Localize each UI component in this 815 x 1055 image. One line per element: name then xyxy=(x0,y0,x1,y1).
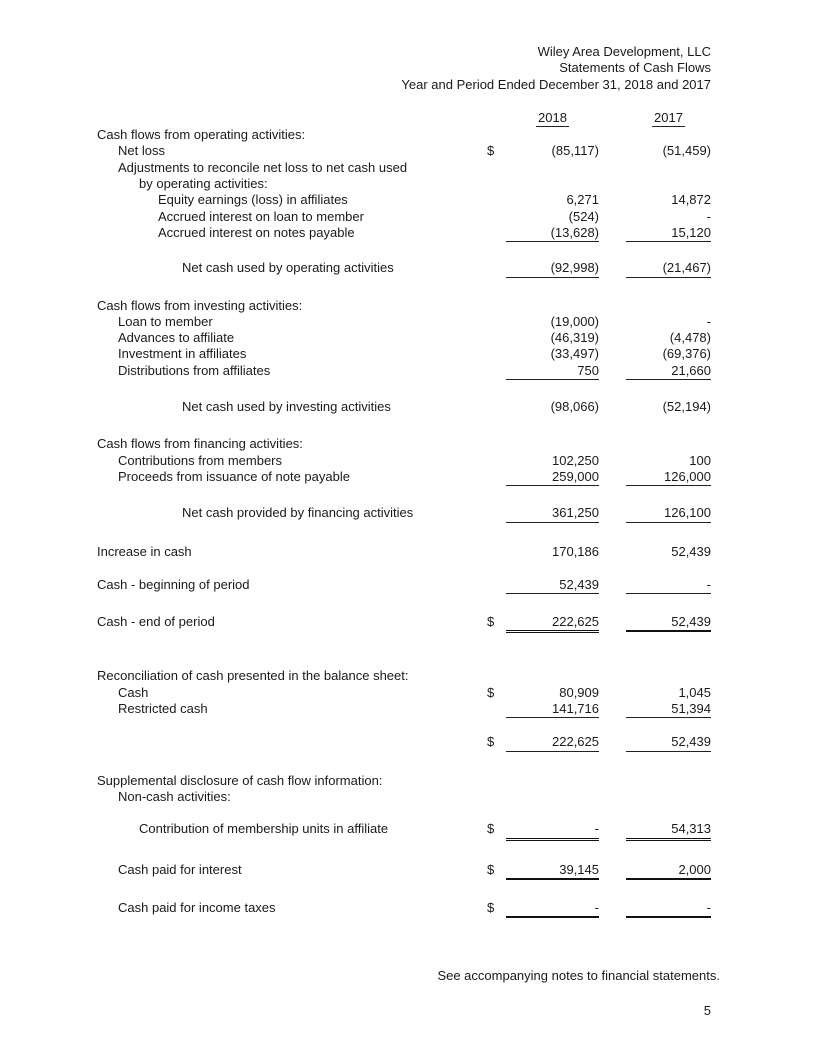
row-label: Cash flows from financing activities: xyxy=(97,436,303,452)
value-2017: 14,872 xyxy=(671,192,711,208)
statement-row xyxy=(97,209,711,225)
value-2017: (51,459) xyxy=(662,143,711,159)
period-line: Year and Period Ended December 31, 2018 and 2017 xyxy=(401,76,711,92)
value-2017: 21,660 xyxy=(626,363,711,380)
statement-row xyxy=(97,436,711,452)
row-label: Cash - end of period xyxy=(97,614,215,630)
statement-row xyxy=(97,453,711,469)
value-2017: 1,045 xyxy=(678,684,711,700)
statement-row xyxy=(97,225,711,242)
value-2017: - xyxy=(706,313,711,329)
statement-row xyxy=(97,505,711,522)
value-2018: - xyxy=(506,821,599,840)
row-label: Equity earnings (loss) in affiliates xyxy=(158,192,348,208)
row-label: Accrued interest on notes payable xyxy=(158,224,355,240)
value-2018: 222,625 xyxy=(506,734,599,751)
currency-symbol: $ xyxy=(487,684,495,700)
value-2017: 2,000 xyxy=(626,862,711,880)
statement-of-cash-flows xyxy=(97,44,711,918)
currency-symbol: $ xyxy=(487,861,495,877)
value-2017: 54,313 xyxy=(626,821,711,840)
value-2018: - xyxy=(506,900,599,918)
statement-row xyxy=(97,399,711,415)
statement-row xyxy=(97,544,711,560)
value-2017: 52,439 xyxy=(671,543,711,559)
statement-row xyxy=(97,330,711,346)
company-name: Wiley Area Development, LLC xyxy=(537,44,711,59)
page-number: 5 xyxy=(703,1003,711,1018)
title-block xyxy=(97,44,711,93)
row-label: Contribution of membership units in affiliate xyxy=(139,821,389,837)
value-2017: 126,000 xyxy=(626,469,711,486)
value-2018: 6,271 xyxy=(566,192,599,208)
currency-symbol: $ xyxy=(487,734,495,750)
value-2017: - xyxy=(626,577,711,594)
statement-row xyxy=(97,346,711,362)
value-2018: (98,066) xyxy=(550,399,599,415)
row-label: Restricted cash xyxy=(118,701,208,717)
statement-row xyxy=(97,701,711,718)
statement-row xyxy=(97,577,711,594)
row-label: Net cash used by operating activities xyxy=(182,260,394,276)
statement-row xyxy=(97,143,711,159)
value-2017: 52,439 xyxy=(626,734,711,751)
row-label: Proceeds from issuance of note payable xyxy=(118,468,350,484)
row-label: Cash paid for income taxes xyxy=(118,899,276,915)
row-label: Net cash provided by financing activities xyxy=(182,505,414,521)
value-2018: (19,000) xyxy=(550,313,599,329)
row-label: Net cash used by investing activities xyxy=(182,399,391,415)
statement-row xyxy=(97,192,711,208)
statement-row xyxy=(97,127,711,143)
value-2018: (46,319) xyxy=(550,330,599,346)
currency-symbol: $ xyxy=(487,899,495,915)
row-label: Cash - beginning of period xyxy=(97,576,250,592)
statement-row xyxy=(97,685,711,701)
value-2018: (13,628) xyxy=(506,225,599,242)
value-2017: 100 xyxy=(689,452,711,468)
value-2017: 51,394 xyxy=(626,701,711,718)
column-header-2017: 2017 xyxy=(652,110,685,127)
statement-row xyxy=(97,734,711,751)
statement-row xyxy=(97,260,711,277)
row-label: Increase in cash xyxy=(97,543,192,559)
rows xyxy=(97,127,711,918)
value-2018: 52,439 xyxy=(506,577,599,594)
column-header-2018: 2018 xyxy=(536,110,569,127)
row-label: Cash flows from investing activities: xyxy=(97,297,303,313)
value-2017: 126,100 xyxy=(626,505,711,522)
row-label: Reconciliation of cash presented in the balance sheet: xyxy=(97,668,409,684)
row-label: Adjustments to reconcile net loss to net cash used xyxy=(118,159,408,175)
footer-note: See accompanying notes to financial statements. xyxy=(437,968,720,983)
row-label: Cash flows from operating activities: xyxy=(97,127,306,143)
value-2018: 141,716 xyxy=(506,701,599,718)
statement-row xyxy=(97,862,711,880)
row-label: Investment in affiliates xyxy=(118,346,247,362)
statement-row xyxy=(97,821,711,840)
value-2018: (92,998) xyxy=(506,260,599,277)
value-2017: (52,194) xyxy=(662,399,711,415)
row-label: Non-cash activities: xyxy=(118,788,231,804)
statement-row xyxy=(97,469,711,486)
value-2018: 750 xyxy=(506,363,599,380)
statement-row xyxy=(97,789,711,805)
statement-row xyxy=(97,314,711,330)
value-2017: 15,120 xyxy=(626,225,711,242)
row-label: Advances to affiliate xyxy=(118,330,235,346)
spacer xyxy=(97,93,711,110)
value-2018: 222,625 xyxy=(506,614,599,633)
row-label: Distributions from affiliates xyxy=(118,362,271,378)
value-2017: (4,478) xyxy=(669,330,711,346)
row-label: by operating activities: xyxy=(139,176,268,192)
statement-row xyxy=(97,668,711,684)
currency-symbol: $ xyxy=(487,821,495,837)
value-2017: 52,439 xyxy=(626,614,711,632)
value-2018: 102,250 xyxy=(552,452,599,468)
value-2017: - xyxy=(706,208,711,224)
statement-row xyxy=(97,773,711,789)
value-2018: 170,186 xyxy=(552,543,599,559)
row-label: Loan to member xyxy=(118,313,213,329)
statement-row xyxy=(97,614,711,633)
statement-row xyxy=(97,298,711,314)
statement-title: Statements of Cash Flows xyxy=(559,60,711,76)
value-2018: 259,000 xyxy=(506,469,599,486)
currency-symbol: $ xyxy=(487,143,495,159)
row-label: Accrued interest on loan to member xyxy=(158,208,364,224)
value-2018: (33,497) xyxy=(550,346,599,362)
row-label: Net loss xyxy=(118,143,165,159)
value-2018: 361,250 xyxy=(506,505,599,522)
statement-row xyxy=(97,176,711,192)
row-label: Cash xyxy=(118,684,149,700)
value-2017: - xyxy=(626,900,711,918)
value-2018: 80,909 xyxy=(559,684,599,700)
column-headers xyxy=(97,110,711,127)
statement-row xyxy=(97,363,711,380)
row-label: Supplemental disclosure of cash flow information: xyxy=(97,772,383,788)
value-2018: 39,145 xyxy=(506,862,599,880)
value-2017: (69,376) xyxy=(662,346,711,362)
row-label: Contributions from members xyxy=(118,452,282,468)
row-label: Cash paid for interest xyxy=(118,861,242,877)
value-2018: (85,117) xyxy=(551,143,599,159)
statement-row xyxy=(97,900,711,918)
currency-symbol: $ xyxy=(487,614,495,630)
value-2017: (21,467) xyxy=(626,260,711,277)
statement-row xyxy=(97,160,711,176)
value-2018: (524) xyxy=(568,208,599,224)
